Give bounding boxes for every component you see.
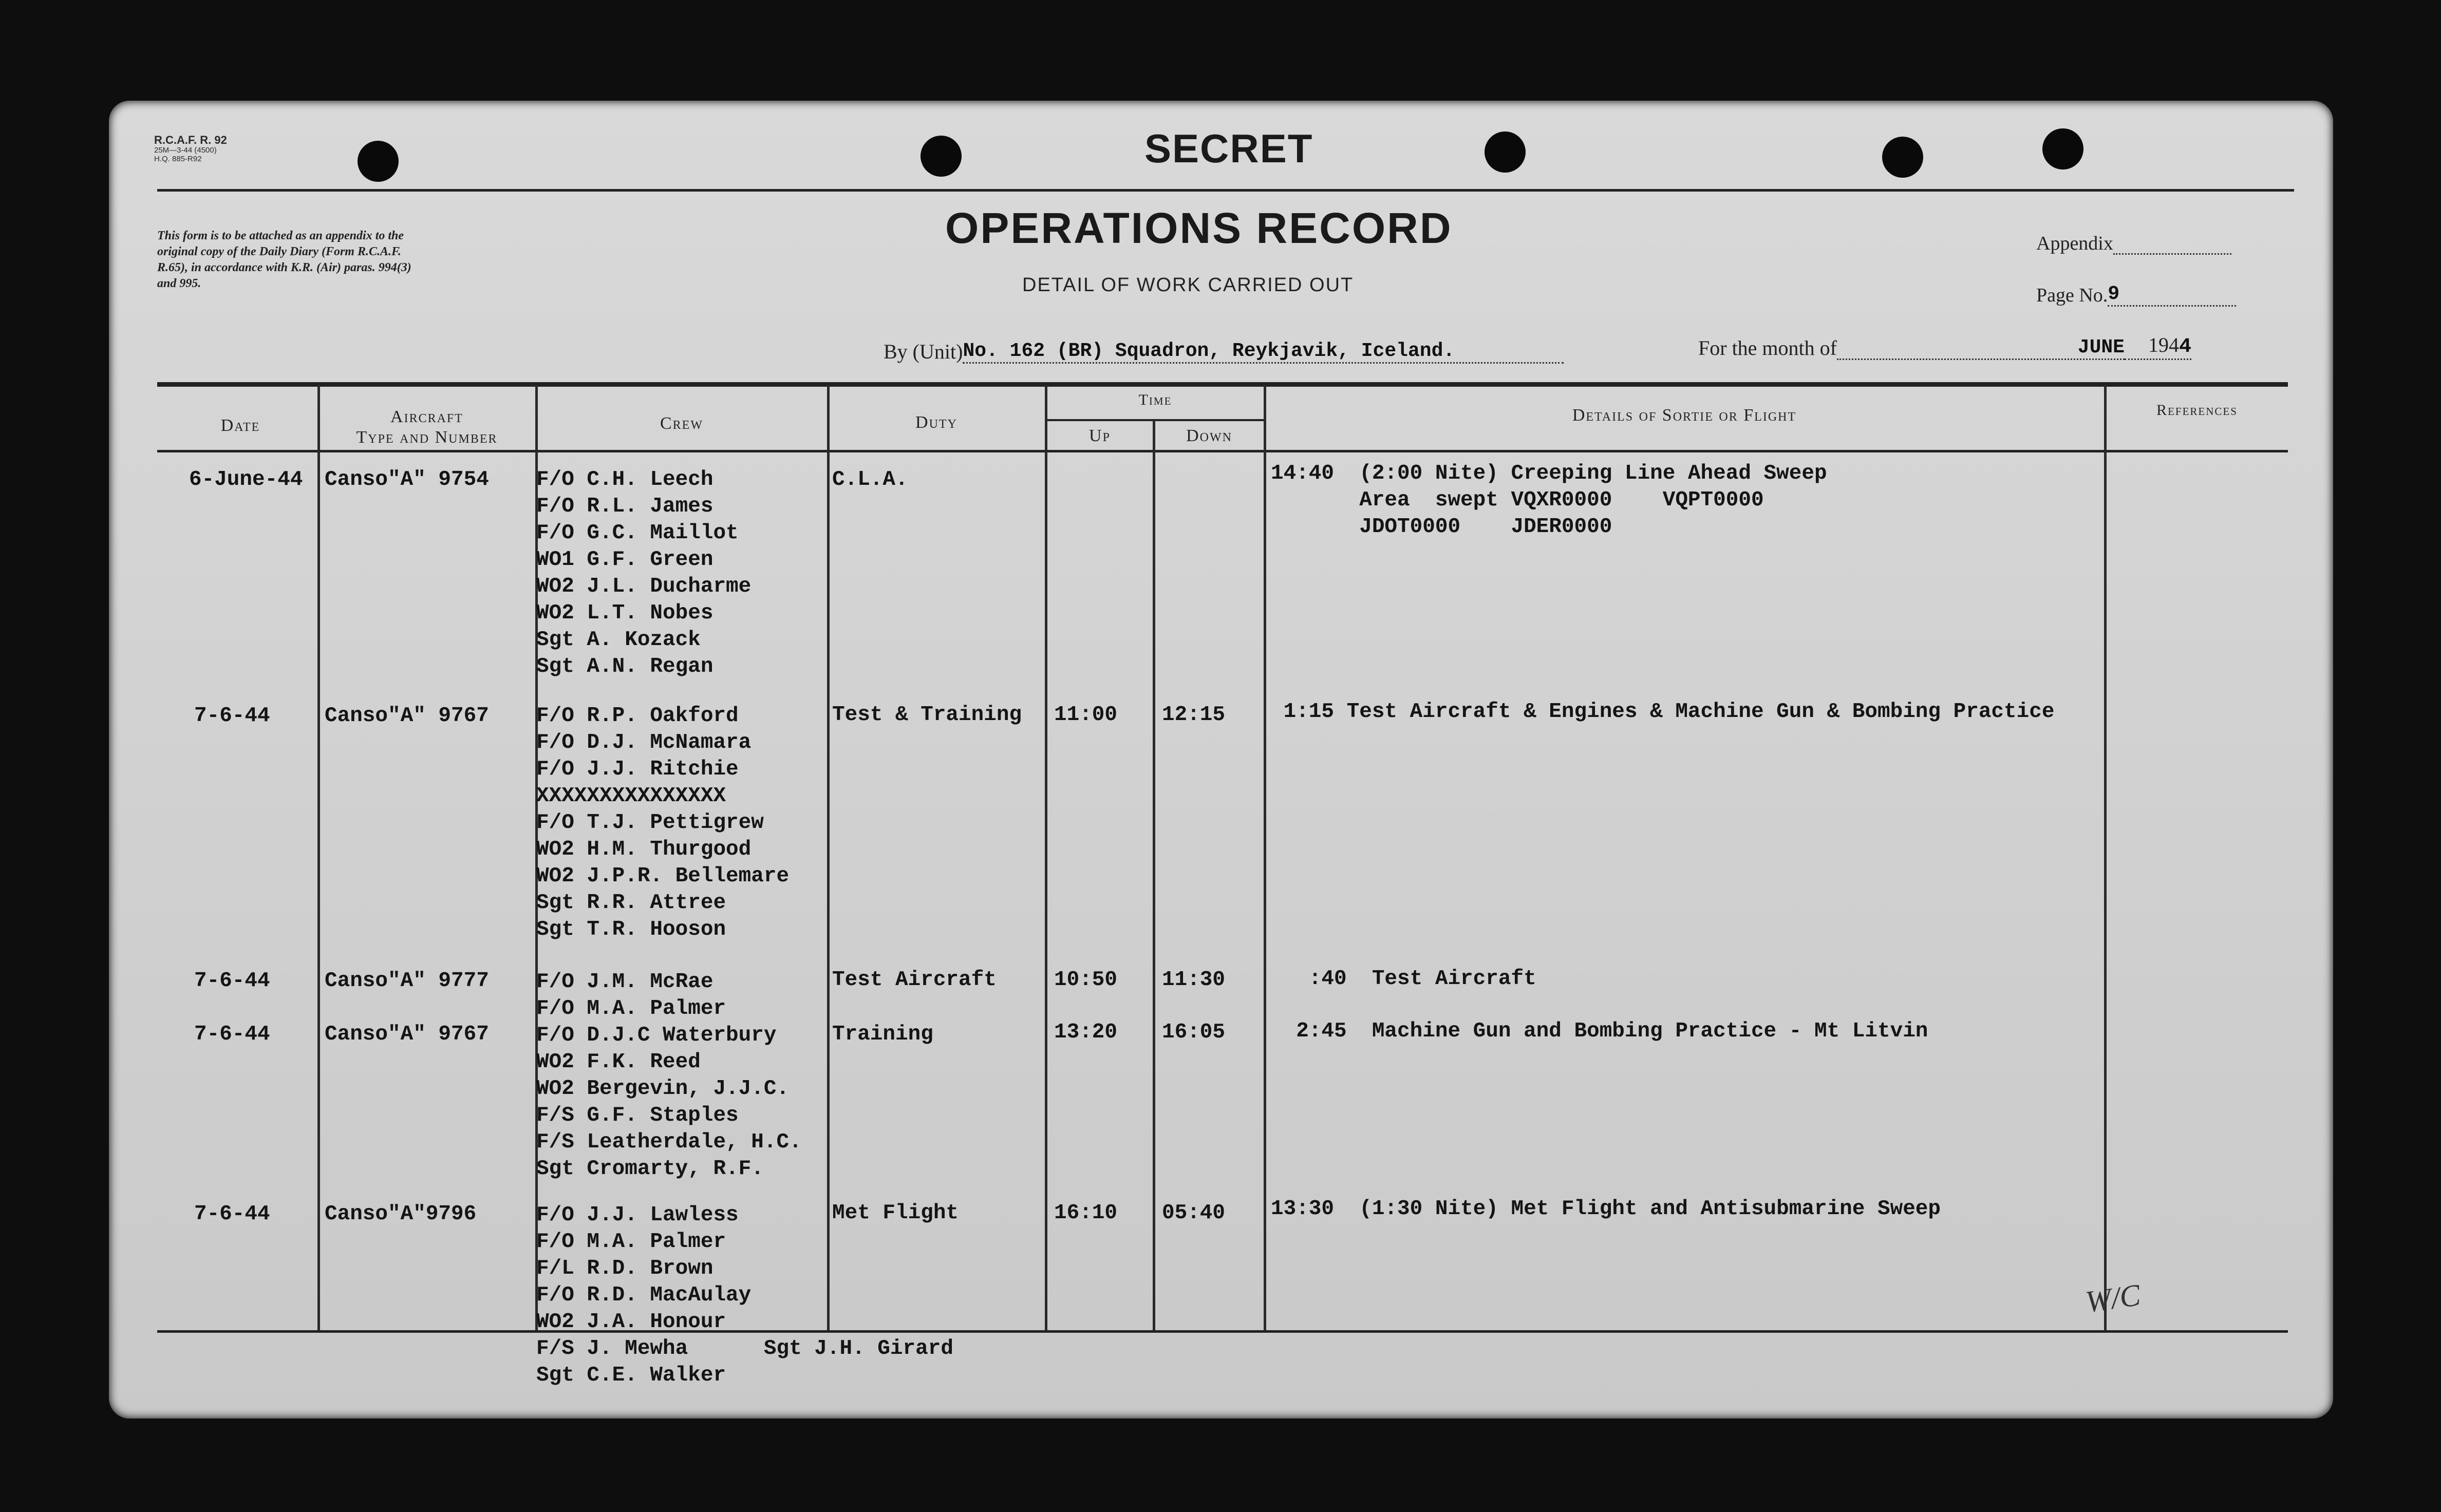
entry-date: 7-6-44 — [194, 1202, 270, 1226]
punch-hole — [1882, 137, 1923, 178]
page-number: 9 — [2108, 283, 2120, 305]
entry-duty: Test Aircraft — [832, 968, 997, 992]
appendix-field: Appendix — [2036, 232, 2231, 255]
unit-value: No. 162 (BR) Squadron, Reykjavik, Iceland. — [963, 340, 1455, 362]
header-crew: Crew — [660, 414, 703, 433]
entry-details: 2:45 Machine Gun and Bombing Practice - Mt Litvin — [1271, 1019, 1928, 1043]
entry-duty: Test & Training — [832, 703, 1022, 727]
entry-date: 7-6-44 — [194, 704, 270, 728]
punch-hole — [358, 141, 399, 182]
month-field: For the month of JUNE 1944 — [1698, 333, 2191, 360]
entry-duty: Met Flight — [832, 1201, 959, 1225]
top-rule — [157, 189, 2294, 192]
entry-duty: Training — [832, 1023, 933, 1046]
commander-signature: W/C — [2083, 1277, 2143, 1319]
table-bottom-rule — [157, 1330, 2288, 1333]
punch-hole — [2042, 128, 2083, 169]
punch-hole — [921, 136, 962, 177]
entry-date: 7-6-44 — [194, 969, 270, 993]
entry-aircraft: Canso"A" 9767 — [325, 1023, 489, 1046]
entry-details: 1:15 Test Aircraft & Engines & Machine Gun & Bombing Practice — [1271, 700, 2055, 724]
col-divider — [827, 385, 830, 1330]
classification-stamp: SECRET — [1144, 126, 1313, 171]
entry-time-up: 13:20 — [1054, 1020, 1118, 1044]
punch-hole — [1485, 131, 1526, 173]
entry-time-down: 12:15 — [1162, 703, 1226, 727]
entry-details: 14:40 (2:00 Nite) Creeping Line Ahead Sweep Area swept VQXR0000 VQPT0000 JDOT0000 JDER0000 — [1271, 462, 1827, 539]
col-divider — [1045, 385, 1047, 1330]
entry-date: 6-June-44 — [189, 468, 303, 492]
entry-aircraft: Canso"A" 9754 — [325, 468, 489, 492]
entry-crew: F/O C.H. Leech F/O R.L. James F/O G.C. Maillot WO1 G.F. Green WO2 J.L. Ducharme WO2 L.T. Nobes Sgt A. Kozack Sgt A.N. Regan — [536, 468, 752, 678]
col-divider — [1153, 420, 1155, 1330]
page-title: OPERATIONS RECORD — [945, 204, 1453, 252]
unit-field: By (Unit)No. 162 (BR) Squadron, Reykjavik, Iceland. — [884, 337, 1564, 364]
page-number-field: Page No.9 — [2036, 281, 2236, 307]
entry-aircraft: Canso"A"9796 — [325, 1202, 477, 1226]
form-code: R.C.A.F. R. 92 25M—3-44 (4500) H.Q. 885-R92 — [154, 134, 227, 163]
page-subtitle: DETAIL OF WORK CARRIED OUT — [1022, 274, 1354, 296]
entry-details: :40 Test Aircraft — [1271, 967, 1536, 991]
col-divider — [317, 385, 320, 1330]
entry-details: 13:30 (1:30 Nite) Met Flight and Antisubmarine Sweep — [1271, 1197, 1941, 1221]
month-value: JUNE — [2077, 336, 2125, 358]
header-duty: Duty — [915, 413, 957, 432]
header-bottom-rule — [157, 450, 2288, 452]
col-divider — [1264, 385, 1266, 1330]
entry-aircraft: Canso"A" 9777 — [325, 969, 489, 993]
time-subheader-rule — [1046, 419, 1266, 421]
header-time: Time — [1138, 391, 1172, 408]
entry-time-down: 16:05 — [1162, 1020, 1226, 1044]
entry-crew: F/O D.J.C Waterbury WO2 F.K. Reed WO2 Bergevin, J.J.C. F/S G.F. Staples F/S Leatherdale, H.C. Sgt Cromarty, R.F. — [536, 1024, 802, 1181]
header-references: References — [2156, 402, 2238, 419]
table-top-rule — [157, 382, 2288, 387]
entry-aircraft: Canso"A" 9767 — [325, 704, 489, 728]
header-date: Date — [220, 416, 260, 435]
entry-time-up: 11:00 — [1054, 703, 1118, 727]
header-up: Up — [1089, 426, 1111, 445]
col-divider — [2104, 385, 2107, 1330]
entry-date: 7-6-44 — [194, 1023, 270, 1046]
entry-time-down: 05:40 — [1162, 1201, 1226, 1225]
header-down: Down — [1186, 426, 1232, 445]
header-details: Details of Sortie or Flight — [1572, 406, 1797, 425]
header-aircraft: Aircraft Type and Number — [356, 407, 498, 447]
attachment-note: This form is to be attached as an appendix to the original copy of the Daily Diary (Form R.C.A.F. R.65), in accordance with K.R. (Air) paras. 994(3) and 995. — [157, 229, 411, 290]
entry-time-down: 11:30 — [1162, 968, 1226, 992]
entry-crew: F/O J.M. McRae F/O M.A. Palmer — [536, 970, 726, 1020]
entry-duty: C.L.A. — [832, 468, 908, 492]
entry-time-up: 10:50 — [1054, 968, 1118, 992]
entry-time-up: 16:10 — [1054, 1201, 1118, 1225]
entry-crew: F/O R.P. Oakford F/O D.J. McNamara F/O J.J. Ritchie XXXXXXXXXXXXXXX F/O T.J. Pettigrew WO2 H.M. Thurgood WO2 J.P.R. Bellemare Sgt R.R. Attree Sgt T.R. Hooson — [536, 704, 790, 941]
entry-crew: F/O J.J. Lawless F/O M.A. Palmer F/L R.D. Brown F/O R.D. MacAulay WO2 J.A. Honour F/S J. Mewha Sgt J.H. Girard Sgt C.E. Walker — [536, 1203, 953, 1387]
